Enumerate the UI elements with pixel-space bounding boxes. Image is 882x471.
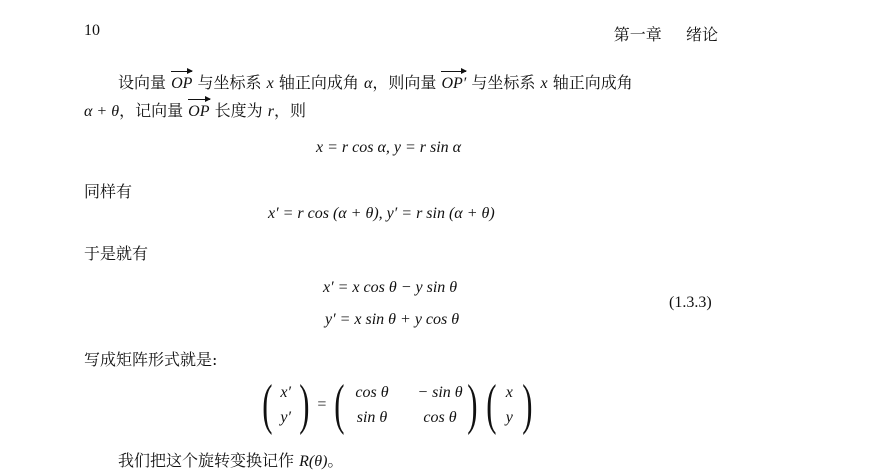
- left-paren: (: [262, 374, 273, 436]
- matrix-row: [349, 409, 463, 427]
- text-same: 同样有: [84, 182, 133, 201]
- text-fragment: ，则向量: [372, 73, 437, 92]
- text-fragment: 与坐标系: [471, 73, 536, 92]
- chapter-label: 第一章: [613, 25, 662, 44]
- text-fragment: 轴正向成角: [552, 73, 633, 92]
- equation-2: x′ = r cos (α + θ), y′ = r sin (α + θ): [268, 205, 495, 222]
- equation-3a: x′ = x cos θ − y sin θ: [323, 279, 458, 296]
- matrix-row: [349, 384, 463, 402]
- left-paren: (: [485, 374, 497, 436]
- text-fragment: 设向量: [118, 73, 167, 92]
- vector-op-prime: [441, 75, 466, 93]
- running-header: [614, 22, 718, 45]
- chapter-title: 绪论: [685, 25, 718, 44]
- text-matrix: 写成矩阵形式就是:: [84, 350, 218, 369]
- rhs-vector: [500, 384, 518, 427]
- final-line: [118, 448, 343, 471]
- matrix-cell: sin θ: [356, 408, 388, 426]
- matrix-cell: cos θ: [423, 408, 457, 426]
- text-fragment: 我们把这个旋转变换记作: [118, 451, 295, 470]
- math-alpha: α: [363, 75, 373, 92]
- math-r: r: [267, 103, 274, 120]
- vector-op-label: OP: [188, 103, 210, 120]
- equation-number: (1.3.3): [669, 294, 712, 311]
- math-x: x: [540, 75, 548, 92]
- math-alpha-plus-theta: α + θ: [84, 103, 120, 120]
- left-paren: (: [334, 374, 345, 436]
- matrix-equation: [258, 374, 537, 436]
- right-paren: ): [522, 374, 533, 436]
- paragraph-line-2: [84, 98, 306, 121]
- vector-arrow-icon: [188, 99, 209, 100]
- equation-1: x = r cos α, y = r sin α: [316, 139, 462, 156]
- matrix-cell: cos θ: [355, 383, 389, 401]
- rotation-matrix: [349, 384, 463, 427]
- matrix-cell: y′: [280, 408, 291, 426]
- text-fragment: 。: [327, 451, 344, 470]
- paragraph-line-1: [118, 70, 633, 93]
- vector-op: [188, 103, 209, 121]
- right-paren: ): [467, 374, 478, 436]
- equals-sign: =: [317, 396, 327, 413]
- equation-3b: y′ = x sin θ + y cos θ: [325, 311, 460, 328]
- text-fragment: ，记向量: [119, 101, 184, 120]
- vector-arrow-icon: [171, 71, 192, 72]
- text-fragment: ，则: [273, 101, 306, 120]
- text-fragment: 长度为: [214, 101, 263, 120]
- math-x: x: [266, 75, 274, 92]
- matrix-cell: y: [505, 408, 513, 426]
- right-paren: ): [298, 374, 310, 436]
- lhs-vector: [277, 384, 295, 427]
- text-fragment: 轴正向成角: [278, 73, 359, 92]
- vector-op-prime-label: OP′: [441, 75, 467, 92]
- math-r-theta: R(θ): [299, 453, 328, 470]
- matrix-cell: x: [505, 383, 513, 401]
- page-number: 10: [84, 22, 100, 39]
- vector-arrow-icon: [441, 71, 466, 72]
- text-so: 于是就有: [84, 244, 149, 263]
- vector-op: [171, 75, 192, 93]
- vector-op-label: OP: [171, 75, 193, 92]
- matrix-cell: − sin θ: [417, 383, 463, 401]
- matrix-cell: x′: [280, 383, 291, 401]
- text-fragment: 与坐标系: [197, 73, 262, 92]
